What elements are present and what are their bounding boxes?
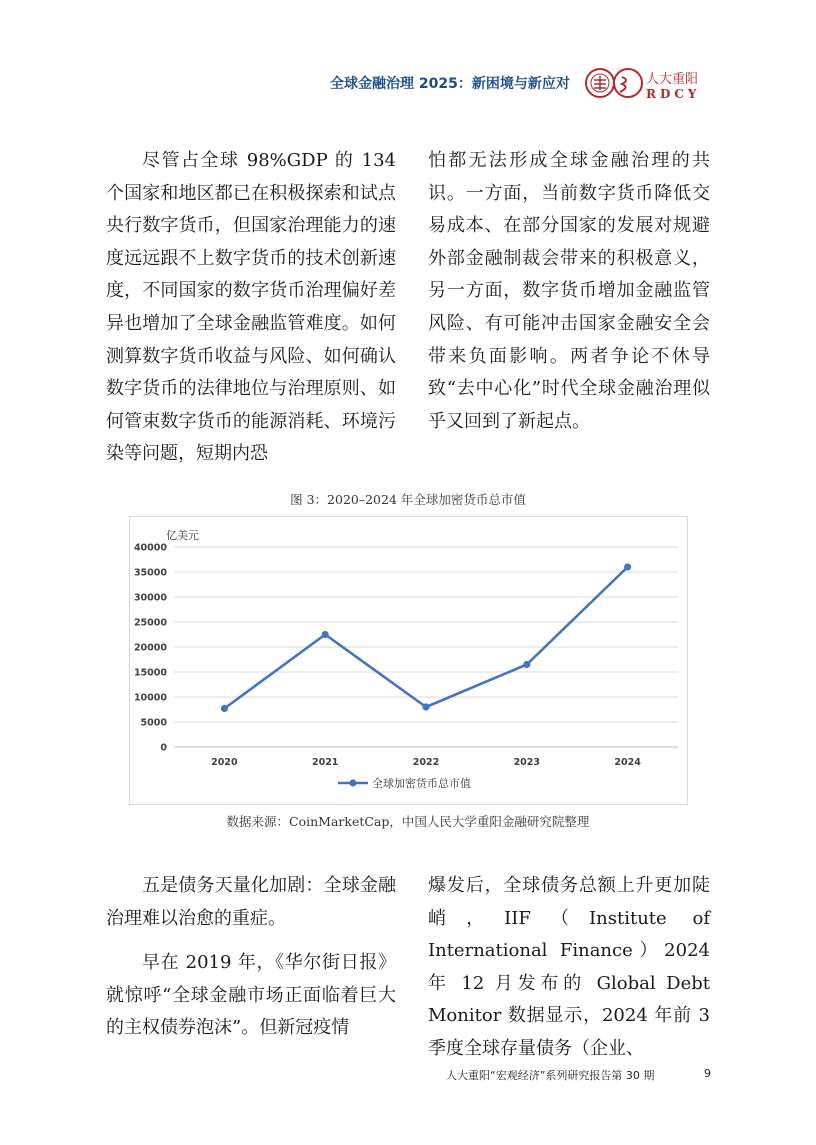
y-tick-label: 35000 [133,567,167,579]
x-tick-label: 2020 [211,757,238,768]
x-tick-label: 2021 [311,757,339,768]
series-line [224,567,627,709]
x-tick-label: 2022 [412,757,440,768]
data-point [523,661,530,668]
line-chart [129,516,688,805]
body-top-right-column [428,145,710,438]
legend-marker-icon [349,779,356,786]
body-top-left-column [106,145,396,471]
header-title: 全球金融治理 2025：新困境与新应对 [330,76,570,92]
data-point [221,705,228,712]
body-bottom-left-column [106,870,396,1045]
section-heading-paragraph: 五是债务天量化加剧：全球金融治理难以治愈的重症。 [106,875,396,929]
y-tick-label: 20000 [133,642,167,654]
body-bottom-right-column [428,870,710,1066]
x-tick-label: 2024 [614,757,641,768]
logo-text: 人大重阳 [646,72,699,87]
y-tick-label: 15000 [133,667,167,679]
page-footer [446,1067,746,1083]
body-paragraph-continued: 爆发后，全球债务总额上升更加陡峭，IIF（Institute of International Finance）2024 年 12 月发布的 Global Debt Monitor 数据显示，2024 年前 3 季度全球存量债务（企业、 [428,875,710,1059]
data-point [624,563,631,570]
y-tick-label: 40000 [133,542,167,554]
y-axis-label: 亿美元 [166,529,199,542]
y-tick-label: 0 [160,742,167,754]
figure-source: 数据来源：CoinMarketCap，中国人民大学重阳金融研究院整理 [226,814,590,829]
data-point [422,703,429,710]
footer-text: 人大重阳“宏观经济”系列研究报告第 30 期 [446,1069,655,1082]
logo-subtext: RDCY [646,87,701,101]
data-point [322,631,329,638]
y-tick-label: 30000 [133,592,167,604]
body-paragraph: 尽管占全球 98%GDP 的 134 个国家和地区都已在积极探索和试点央行数字货币，但国家治理能力的速度远远跟不上数字货币的技术创新速度，不同国家的数字货币治理偏好差异也增加了全球金融监管难度。如何测算数字货币收益与风险、如何确认数字货币的法律地位与治理原则、如何管束数字货币的能源消耗、环境污染等问题，短期内恐 [106,150,396,465]
body-paragraph-continued: 怕都无法形成全球金融治理的共识。一方面，当前数字货币降低交易成本、在部分国家的发展对规避外部金融制裁会带来的积极意义，另一方面，数字货币增加金融监管风险、有可能冲击国家金融安全会带来负面影响。两者争论不休导致“去中心化”时代全球金融治理似乎又回到了新起点。 [428,150,710,432]
body-paragraph: 早在 2019 年，《华尔街日报》就惊呼“全球金融市场正面临着巨大的主权债券泡沫”。但新冠疫情 [106,952,396,1039]
x-tick-label: 2023 [513,757,541,768]
figure-caption: 图 3：2020–2024 年全球加密货币总市值 [290,492,526,507]
y-tick-label: 10000 [133,692,167,704]
y-tick-label: 25000 [133,617,167,629]
chart-svg [130,517,687,804]
y-tick-label: 5000 [140,717,167,729]
page-number: 9 [704,1067,711,1080]
rdcy-logo [584,66,716,102]
legend-label: 全球加密货币总市值 [372,777,471,790]
